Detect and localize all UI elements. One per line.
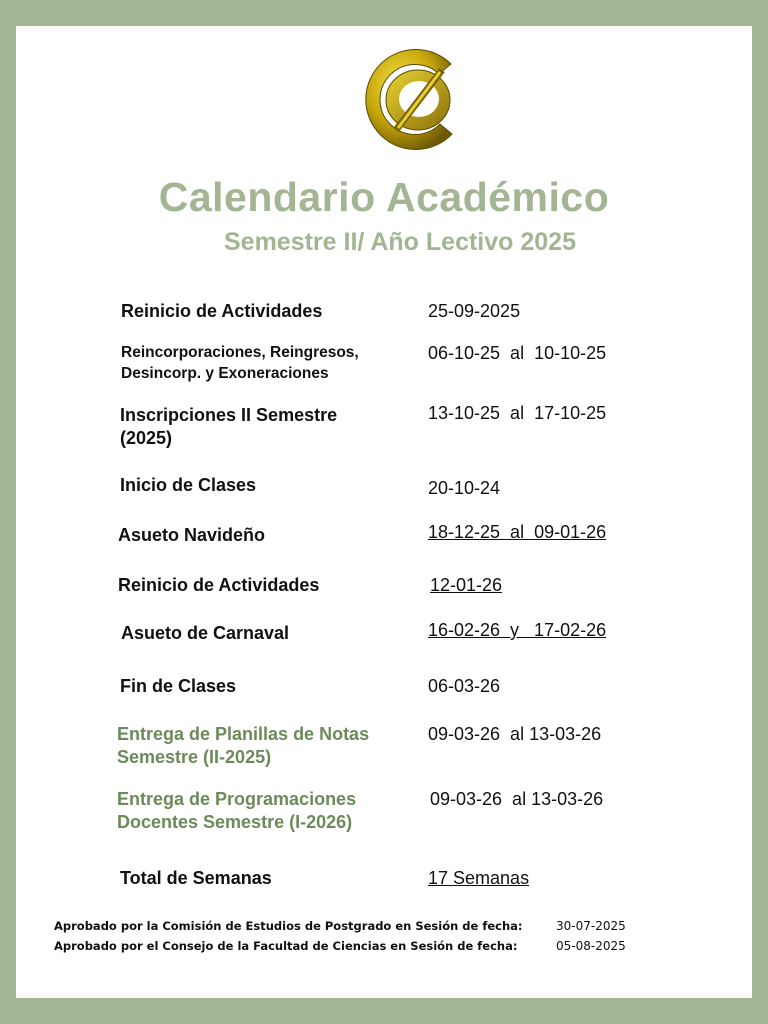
calendar-sheet: [16, 26, 752, 998]
activity-date: 06-10-25 al 10-10-25: [428, 343, 607, 363]
activity-label: Reincorporaciones, Reingresos, Desincorp. y Exoneraciones: [121, 344, 359, 382]
activity-label: Reinicio de Actividades: [121, 301, 323, 321]
approval-date: 05-08-2025: [556, 939, 626, 953]
activity-date: 12-01-26: [430, 575, 503, 595]
activity-label: Inicio de Clases: [120, 475, 257, 495]
activity-date: 09-03-26 al 13-03-26: [430, 789, 604, 809]
page-title: Calendario Académico: [158, 174, 610, 220]
approval-note: Aprobado por el Consejo de la Facultad de Ciencias en Sesión de fecha:: [54, 939, 518, 953]
activity-label: Entrega de Planillas de Notas Semestre (II-2025): [117, 724, 370, 767]
activity-date: 25-09-2025: [428, 301, 521, 321]
approval-date: 30-07-2025: [556, 919, 626, 933]
activity-label: Reinicio de Actividades: [118, 575, 320, 595]
activity-label: Entrega de Programaciones Docentes Semestre (I-2026): [117, 789, 357, 832]
activity-label: Total de Semanas: [120, 868, 272, 888]
page-subtitle: Semestre II/ Año Lectivo 2025: [223, 228, 576, 256]
faculty-logo-icon: [356, 42, 466, 160]
activity-label: Asueto Navideño: [118, 525, 266, 545]
activity-date: 18-12-25 al 09-01-26: [428, 522, 607, 542]
activity-label: Asueto de Carnaval: [121, 623, 290, 643]
activity-date: 16-02-26 y 17-02-26: [428, 620, 607, 640]
activity-label: Fin de Clases: [120, 676, 237, 696]
approval-note: Aprobado por la Comisión de Estudios de Postgrado en Sesión de fecha:: [54, 919, 523, 933]
activity-label: Inscripciones II Semestre (2025): [120, 405, 338, 448]
activity-date: 09-03-26 al 13-03-26: [428, 724, 602, 744]
activity-date: 13-10-25 al 17-10-25: [428, 403, 607, 423]
activity-date: 20-10-24: [428, 478, 501, 498]
total-weeks-value: 17 Semanas: [428, 868, 530, 888]
activity-date: 06-03-26: [428, 676, 501, 696]
